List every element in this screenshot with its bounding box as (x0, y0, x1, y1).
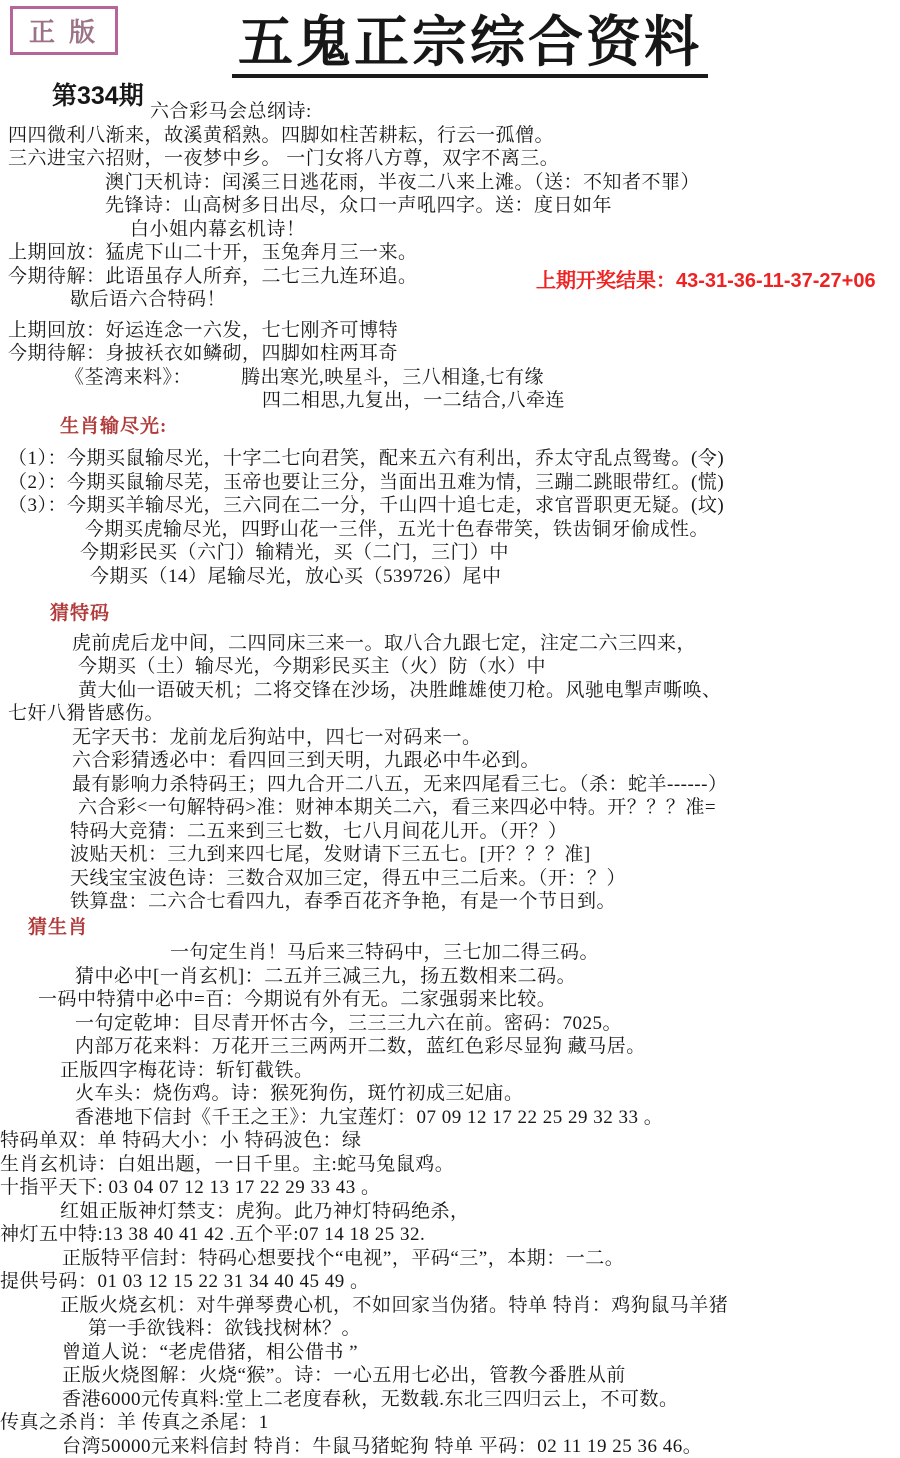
text-line: 神灯五中特:13 38 40 41 42 .五个平:07 14 18 25 32. (0, 1223, 900, 1247)
text-line: 猜中必中[一肖玄机]：二五并三减三九，扬五数相来二码。 (0, 965, 900, 989)
text-line: 台湾50000元来料信封 特肖：牛鼠马猪蛇狗 特单 平码：02 11 19 25 36 46。 (0, 1435, 900, 1458)
text-line: 特码大竞猜：二五来到三七数，七八月间花儿开。（开？） (0, 820, 900, 844)
page-title: 五鬼正宗综合资料 (232, 12, 708, 78)
last-draw-result: 上期开奖结果：43-31-36-11-37-27+06 (536, 264, 876, 293)
text-line: 今期彩民买（六门）输精光，买（二门，三门）中 (0, 541, 900, 565)
text-line: 《荃湾来料》： 腾出寒光,映星斗，三八相逢,七有缘 (0, 366, 900, 390)
section-header: 猜特码 (0, 602, 900, 626)
text-line: 三六进宝六招财，一夜梦中乡。 一门女将八方尊，双字不离三。 (0, 147, 900, 171)
text-line: （1）：今期买鼠输尽光，十字二七向君笑，配来五六有利出，乔太守乱点鸳鸯。(令) (0, 447, 900, 471)
text-line: 虎前虎后龙中间，二四同床三来一。取八合九跟七定，注定二六三四来， (0, 632, 900, 656)
text-line: 上期回放：好运连念一六发，七七刚齐可博特 (0, 319, 900, 343)
text-line: 一句定乾坤：目尽青开怀古今，三三三九六在前。密码：7025。 (0, 1012, 900, 1036)
section-header: 猜生肖 (0, 916, 900, 940)
authentic-badge: 正版 (10, 6, 118, 55)
text-line: 一句定生肖！马后来三特码中，三七加二得三码。 (0, 941, 900, 965)
text-line: 正版火烧玄机：对牛弹琴费心机，不如回家当伪猪。特单 特肖：鸡狗鼠马羊猪 (0, 1294, 900, 1318)
text-line: 正版特平信封：特码心想要找个“电视”，平码“三”，本期：一二。 (0, 1247, 900, 1271)
text-line: 生肖玄机诗：白姐出题，一日千里。主:蛇马兔鼠鸡。 (0, 1153, 900, 1177)
text-line: 传真之杀肖：羊 传真之杀尾：1 (0, 1411, 900, 1435)
text-line: 红姐正版神灯禁支：虎狗。此乃神灯特码绝杀， (0, 1200, 900, 1224)
text-line: 火车头：烧伤鸡。诗：猴死狗伤，斑竹初成三妃庙。 (0, 1082, 900, 1106)
text-line: 天线宝宝波色诗：三数合双加三定，得五中三二后来。（开：？） (0, 867, 900, 891)
text-line: 六合彩马会总纲诗: (0, 100, 900, 124)
text-line: 曾道人说：“老虎借猪，相公借书 ” (0, 1341, 900, 1365)
text-line: 先锋诗：山高树多日出尽，众口一声吼四字。送：度日如年 (0, 194, 900, 218)
text-line: 今期买（14）尾输尽光，放心买（539726）尾中 (0, 565, 900, 589)
section-header: 生肖输尽光: (0, 415, 900, 439)
text-line: 四四微利八渐来，故溪黄稻熟。四脚如柱苦耕耘，行云一孤僧。 (0, 124, 900, 148)
text-line: 歇后语六合特码！ (0, 288, 900, 312)
text-line: 香港地下信封《千王之王》：九宝莲灯：07 09 12 17 22 25 29 32 33 。 (0, 1106, 900, 1130)
text-line: 特码单双：单 特码大小：小 特码波色：绿 (0, 1129, 900, 1153)
text-line: 正版火烧图解：火烧“猴”。诗：一心五用七必出，管教今番胜从前 (0, 1364, 900, 1388)
issue-number: 第334期 (52, 76, 144, 112)
text-line: 最有影响力杀特码王；四九合开二八五，无来四尾看三七。（杀：蛇羊------） (0, 773, 900, 797)
text-line: 四二相思,九复出，一二结合,八牵连 (0, 389, 900, 413)
content-lines (0, 96, 900, 1458)
text-line: 十指平天下: 03 04 07 12 13 17 22 29 33 43 。 (0, 1176, 900, 1200)
text-line: 波贴天机：三九到来四七尾，发财请下三五七。[开？？？准] (0, 843, 900, 867)
text-line: （3）：今期买羊输尽光，三六同在二一分，千山四十追七走，求官晋职更无疑。(坟) (0, 494, 900, 518)
text-line: 澳门天机诗：闰溪三日逃花雨，半夜二八来上滩。（送：不知者不罪） (0, 171, 900, 195)
text-line: 无字天书：龙前龙后狗站中，四七一对码来一。 (0, 726, 900, 750)
text-line: 一码中特猜中必中=百：今期说有外有无。二家强弱来比较。 (0, 988, 900, 1012)
text-line: 今期买（土）输尽光，今期彩民买主（火）防（水）中 (0, 655, 900, 679)
text-line: 内部万花来料：万花开三三两两开二数，蓝红色彩尽显狗 藏马居。 (0, 1035, 900, 1059)
text-line: 六合彩<一句解特码>准：财神本期关二六，看三来四必中特。开？？？准= (0, 796, 900, 820)
text-line: 香港6000元传真料:堂上二老度春秋，无数载.东北三四归云上，不可数。 (0, 1388, 900, 1412)
text-line: 上期回放：猛虎下山二十开，玉兔奔月三一来。 (0, 241, 900, 265)
text-line: （2）：今期买鼠输尽芜，玉帝也要让三分，当面出丑难为情，三蹦二跳眼带红。(慌) (0, 471, 900, 495)
text-line: 第一手欲钱料：欲钱找树林？。 (0, 1317, 900, 1341)
text-line: 今期买虎输尽光，四野山花一三伴，五光十色春带笑，铁齿铜牙偷成性。 (0, 518, 900, 542)
text-line: 提供号码：01 03 12 15 22 31 34 40 45 49 。 (0, 1270, 900, 1294)
text-line: 正版四字梅花诗：斩钉截铁。 (0, 1059, 900, 1083)
text-line: 今期待解：身披袄衣如鳞砌，四脚如柱两耳奇 (0, 342, 900, 366)
text-line: 今期待解：此语虽存人所弃，二七三九连环追。 (0, 265, 900, 289)
text-line: 铁算盘：二六合七看四九，春季百花齐争艳，有是一个节日到。 (0, 890, 900, 914)
text-line: 黄大仙一语破天机；二将交锋在沙场，决胜雌雄使刀枪。风驰电掣声嘶唤、 (0, 679, 900, 703)
text-line: 七奸八猾皆感伤。 (0, 702, 900, 726)
text-line: 六合彩猜透必中：看四回三到天明，九跟必中牛必到。 (0, 749, 900, 773)
text-line: 白小姐内幕玄机诗！ (0, 218, 900, 242)
